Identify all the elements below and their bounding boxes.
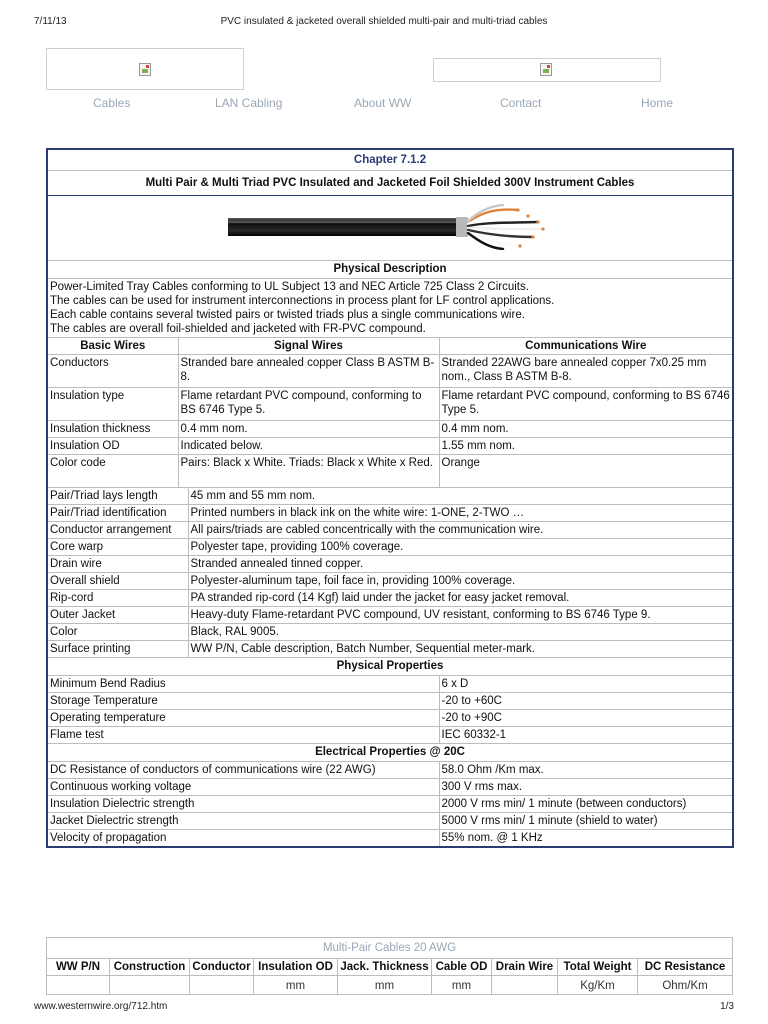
- nav-link-about-ww[interactable]: About WW: [354, 96, 412, 110]
- table-row: [47, 693, 733, 710]
- print-page-number: 1/3: [720, 1001, 734, 1012]
- physical-description-text: [47, 279, 733, 338]
- row-value: Polyester tape, providing 100% coverage.: [188, 539, 733, 556]
- row-value: IEC 60332-1: [439, 727, 733, 744]
- signal-wire-value: Pairs: Black x White. Triads: Black x White x Red.: [178, 455, 439, 488]
- col-header-cable-od: Cable OD: [432, 959, 492, 976]
- row-value: Black, RAL 9005.: [188, 624, 733, 641]
- chapter-number: Chapter 7.1.2: [47, 149, 733, 171]
- comm-wire-value: 1.55 mm nom.: [439, 438, 733, 455]
- row-value: 55% nom. @ 1 KHz: [439, 830, 733, 848]
- row-value: -20 to +60C: [439, 693, 733, 710]
- row-value: -20 to +90C: [439, 710, 733, 727]
- table-row: [47, 676, 733, 693]
- logo-image-left[interactable]: [46, 48, 244, 90]
- row-label: Color: [47, 624, 188, 641]
- row-label: Insulation thickness: [47, 421, 178, 438]
- print-url: www.westernwire.org/712.htm: [34, 1001, 168, 1012]
- table-row: [47, 590, 733, 607]
- unit-cell: [47, 976, 110, 995]
- unit-cell: [492, 976, 558, 995]
- col-header-basic-wires: Basic Wires: [47, 338, 178, 355]
- table-row: [47, 522, 733, 539]
- table-row: [47, 624, 733, 641]
- row-label: Minimum Bend Radius: [47, 676, 439, 693]
- nav-link-lan-cabling[interactable]: LAN Cabling: [215, 96, 283, 110]
- row-value: 45 mm and 55 mm nom.: [188, 488, 733, 505]
- table-row: [47, 438, 733, 455]
- row-label: DC Resistance of conductors of communications wire (22 AWG): [47, 762, 439, 779]
- row-label: Jacket Dielectric strength: [47, 813, 439, 830]
- row-label: Color code: [47, 455, 178, 488]
- description-line: The cables can be used for instrument interconnections in process plant for LF control applications.: [50, 295, 555, 307]
- row-label: Core warp: [47, 539, 188, 556]
- row-value: 5000 V rms min/ 1 minute (shield to water): [439, 813, 733, 830]
- comm-wire-value: Stranded 22AWG bare annealed copper 7x0.25 mm nom., Class B ASTM B-8.: [439, 355, 733, 388]
- col-header-total-weight: Total Weight: [558, 959, 638, 976]
- col-header-jacket-thickness: Jack. Thickness: [338, 959, 432, 976]
- row-value: All pairs/triads are cabled concentrically with the communication wire.: [188, 522, 733, 539]
- row-label: Storage Temperature: [47, 693, 439, 710]
- top-navigation: [40, 96, 728, 112]
- row-label: Insulation Dielectric strength: [47, 796, 439, 813]
- row-value: Heavy-duty Flame-retardant PVC compound, UV resistant, conforming to BS 6746 Type 9.: [188, 607, 733, 624]
- table-row: [47, 455, 733, 488]
- table-row: [47, 762, 733, 779]
- table-row: [47, 710, 733, 727]
- row-value: Polyester-aluminum tape, foil face in, providing 100% coverage.: [188, 573, 733, 590]
- cable-photo-image: [228, 204, 558, 250]
- comm-wire-value: 0.4 mm nom.: [439, 421, 733, 438]
- col-header-communications-wire: Communications Wire: [439, 338, 733, 355]
- row-label: Operating temperature: [47, 710, 439, 727]
- unit-cell: [110, 976, 190, 995]
- print-footer: [34, 1001, 734, 1015]
- col-header-signal-wires: Signal Wires: [178, 338, 439, 355]
- page-title: Multi Pair & Multi Triad PVC Insulated and Jacketed Foil Shielded 300V Instrument Cables: [47, 171, 733, 196]
- row-label: Overall shield: [47, 573, 188, 590]
- unit-cell: mm: [254, 976, 338, 995]
- signal-wire-value: Flame retardant PVC compound, conforming to BS 6746 Type 5.: [178, 388, 439, 421]
- table-row: [47, 830, 733, 848]
- col-header-dc-resistance: DC Resistance: [638, 959, 733, 976]
- table-row: [47, 355, 733, 388]
- table-row: [47, 388, 733, 421]
- row-value: PA stranded rip-cord (14 Kgf) laid under the jacket for easy jacket removal.: [188, 590, 733, 607]
- unit-cell: mm: [432, 976, 492, 995]
- nav-link-cables[interactable]: Cables: [93, 96, 131, 110]
- row-value: 6 x D: [439, 676, 733, 693]
- row-label: Outer Jacket: [47, 607, 188, 624]
- table-row: [47, 573, 733, 590]
- table-row: [47, 539, 733, 556]
- row-label: Conductors: [47, 355, 178, 388]
- print-header: [34, 16, 734, 30]
- unit-cell: Ohm/Km: [638, 976, 733, 995]
- table-row: [47, 641, 733, 658]
- electrical-properties-heading: Electrical Properties @ 20C: [47, 744, 733, 762]
- col-header-ww-pn: WW P/N: [47, 959, 110, 976]
- row-value: 2000 V rms min/ 1 minute (between conductors): [439, 796, 733, 813]
- unit-cell: Kg/Km: [558, 976, 638, 995]
- row-label: Flame test: [47, 727, 439, 744]
- broken-image-icon: [139, 63, 151, 76]
- multi-pair-caption: Multi-Pair Cables 20 AWG: [47, 938, 733, 959]
- row-value: 300 V rms max.: [439, 779, 733, 796]
- comm-wire-value: Flame retardant PVC compound, conforming to BS 6746 Type 5.: [439, 388, 733, 421]
- description-line: Power-Limited Tray Cables conforming to UL Subject 13 and NEC Article 725 Class 2 Circuits.: [50, 281, 529, 293]
- signal-wire-value: 0.4 mm nom.: [178, 421, 439, 438]
- row-label: Insulation type: [47, 388, 178, 421]
- row-value: 58.0 Ohm /Km max.: [439, 762, 733, 779]
- table-row: [47, 813, 733, 830]
- print-page-title: PVC insulated & jacketed overall shielded multi-pair and multi-triad cables: [220, 16, 548, 27]
- table-row: [47, 779, 733, 796]
- table-row: [47, 421, 733, 438]
- unit-cell: mm: [338, 976, 432, 995]
- spec-table: [46, 148, 734, 848]
- row-label: Pair/Triad lays length: [47, 488, 188, 505]
- physical-properties-heading: Physical Properties: [47, 658, 733, 676]
- table-row: [47, 607, 733, 624]
- table-row: [47, 556, 733, 573]
- table-row: [47, 488, 733, 505]
- signal-wire-value: Stranded bare annealed copper Class B ASTM B-8.: [178, 355, 439, 388]
- multi-pair-table: [46, 937, 733, 995]
- row-label: Surface printing: [47, 641, 188, 658]
- unit-cell: [190, 976, 254, 995]
- broken-image-icon: [540, 63, 552, 76]
- multi-pair-units-row: [47, 976, 733, 995]
- col-header-construction: Construction: [110, 959, 190, 976]
- row-label: Drain wire: [47, 556, 188, 573]
- comm-wire-value: Orange: [439, 455, 733, 488]
- row-label: Insulation OD: [47, 438, 178, 455]
- table-row: [47, 505, 733, 522]
- row-value: Printed numbers in black ink on the white wire: 1-ONE, 2-TWO …: [188, 505, 733, 522]
- signal-wire-value: Indicated below.: [178, 438, 439, 455]
- description-line: The cables are overall foil-shielded and jacketed with FR-PVC compound.: [50, 323, 426, 335]
- row-label: Rip-cord: [47, 590, 188, 607]
- col-header-drain-wire: Drain Wire: [492, 959, 558, 976]
- row-label: Pair/Triad identification: [47, 505, 188, 522]
- wires-header-row: [47, 338, 733, 355]
- nav-link-contact[interactable]: Contact: [500, 96, 542, 110]
- row-label: Conductor arrangement: [47, 522, 188, 539]
- physical-description-heading: Physical Description: [47, 261, 733, 279]
- multi-pair-header-row: [47, 959, 733, 976]
- table-row: [47, 727, 733, 744]
- logo-image-right[interactable]: [433, 58, 661, 82]
- print-date: 7/11/13: [34, 16, 67, 27]
- nav-link-home[interactable]: Home: [641, 96, 674, 110]
- cable-image-cell: [47, 196, 733, 261]
- row-label: Continuous working voltage: [47, 779, 439, 796]
- col-header-insulation-od: Insulation OD: [254, 959, 338, 976]
- row-value: WW P/N, Cable description, Batch Number, Sequential meter-mark.: [188, 641, 733, 658]
- row-label: Velocity of propagation: [47, 830, 439, 848]
- table-row: [47, 796, 733, 813]
- col-header-conductor: Conductor: [190, 959, 254, 976]
- row-value: Stranded annealed tinned copper.: [188, 556, 733, 573]
- description-line: Each cable contains several twisted pairs or twisted triads plus a single communications wire.: [50, 309, 525, 321]
